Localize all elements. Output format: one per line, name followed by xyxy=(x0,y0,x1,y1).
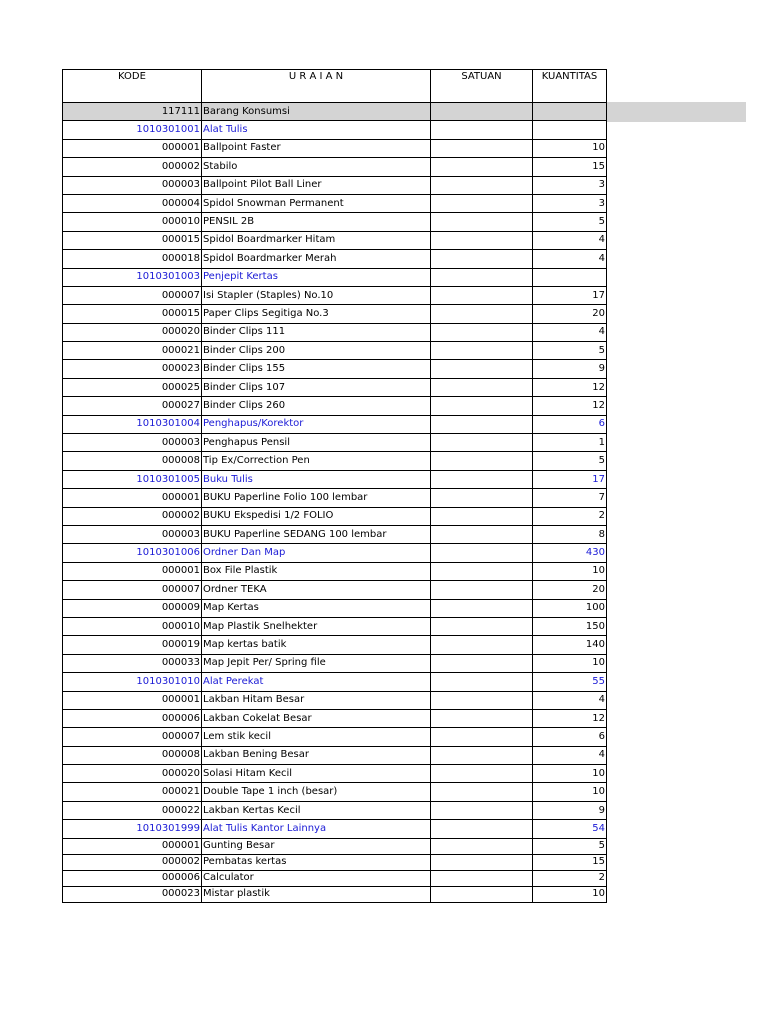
uraian-cell: Binder Clips 111 xyxy=(202,323,431,341)
satuan-cell xyxy=(431,103,533,121)
kode-cell: 1010301004 xyxy=(63,415,202,433)
table-row xyxy=(63,194,607,212)
kuantitas-cell: 17 xyxy=(533,470,607,488)
kuantitas-cell: 17 xyxy=(533,286,607,304)
kuantitas-cell: 7 xyxy=(533,489,607,507)
table-row xyxy=(63,507,607,525)
table-row xyxy=(63,305,607,323)
kode-cell: 000021 xyxy=(63,342,202,360)
group-row xyxy=(63,673,607,691)
kode-cell: 000001 xyxy=(63,691,202,709)
category-row xyxy=(63,103,607,121)
kode-cell: 000020 xyxy=(63,323,202,341)
satuan-cell xyxy=(431,194,533,212)
table-row xyxy=(63,397,607,415)
satuan-cell xyxy=(431,544,533,562)
kuantitas-cell: 3 xyxy=(533,176,607,194)
table-row xyxy=(63,213,607,231)
uraian-cell: Gunting Besar xyxy=(202,838,431,854)
uraian-cell: Isi Stapler (Staples) No.10 xyxy=(202,286,431,304)
satuan-cell xyxy=(431,342,533,360)
kode-cell: 000003 xyxy=(63,525,202,543)
kode-cell: 000001 xyxy=(63,838,202,854)
uraian-cell: Ballpoint Pilot Ball Liner xyxy=(202,176,431,194)
satuan-cell xyxy=(431,434,533,452)
uraian-cell: Barang Konsumsi xyxy=(202,103,431,121)
kode-cell: 000007 xyxy=(63,728,202,746)
kode-cell: 000004 xyxy=(63,194,202,212)
satuan-cell xyxy=(431,599,533,617)
uraian-cell: Box File Plastik xyxy=(202,562,431,580)
kode-cell: 000001 xyxy=(63,489,202,507)
kode-cell: 1010301001 xyxy=(63,121,202,139)
table-row xyxy=(63,139,607,157)
uraian-cell: Alat Perekat xyxy=(202,673,431,691)
table-row xyxy=(63,525,607,543)
uraian-cell: Ordner Dan Map xyxy=(202,544,431,562)
uraian-cell: Ordner TEKA xyxy=(202,581,431,599)
table-row xyxy=(63,801,607,819)
table-body xyxy=(63,103,607,903)
kode-cell: 117111 xyxy=(63,103,202,121)
uraian-cell: Mistar plastik xyxy=(202,886,431,902)
satuan-cell xyxy=(431,691,533,709)
satuan-cell xyxy=(431,250,533,268)
table-row xyxy=(63,854,607,870)
table-row xyxy=(63,360,607,378)
uraian-cell: Alat Tulis Kantor Lainnya xyxy=(202,820,431,838)
kuantitas-cell: 12 xyxy=(533,378,607,396)
satuan-cell xyxy=(431,709,533,727)
table-row xyxy=(63,158,607,176)
table-row xyxy=(63,231,607,249)
kuantitas-cell: 10 xyxy=(533,654,607,672)
kuantitas-cell: 6 xyxy=(533,415,607,433)
uraian-cell: Spidol Snowman Permanent xyxy=(202,194,431,212)
kode-cell: 000006 xyxy=(63,870,202,886)
kuantitas-cell: 10 xyxy=(533,783,607,801)
uraian-cell: BUKU Paperline Folio 100 lembar xyxy=(202,489,431,507)
uraian-cell: Double Tape 1 inch (besar) xyxy=(202,783,431,801)
kode-cell: 1010301005 xyxy=(63,470,202,488)
satuan-cell xyxy=(431,139,533,157)
kode-cell: 000001 xyxy=(63,139,202,157)
kode-cell: 1010301003 xyxy=(63,268,202,286)
kuantitas-cell: 4 xyxy=(533,746,607,764)
satuan-cell xyxy=(431,746,533,764)
satuan-cell xyxy=(431,654,533,672)
satuan-cell xyxy=(431,305,533,323)
satuan-cell xyxy=(431,636,533,654)
kuantitas-cell: 4 xyxy=(533,691,607,709)
uraian-cell: Lakban Kertas Kecil xyxy=(202,801,431,819)
table-row xyxy=(63,691,607,709)
uraian-cell: Binder Clips 260 xyxy=(202,397,431,415)
uraian-cell: Penghapus/Korektor xyxy=(202,415,431,433)
table-row xyxy=(63,636,607,654)
kuantitas-cell: 2 xyxy=(533,870,607,886)
kuantitas-cell: 9 xyxy=(533,360,607,378)
table-row xyxy=(63,746,607,764)
header-satuan: SATUAN xyxy=(431,70,533,103)
kuantitas-cell: 10 xyxy=(533,562,607,580)
table-row xyxy=(63,886,607,902)
satuan-cell xyxy=(431,820,533,838)
table-row xyxy=(63,250,607,268)
kuantitas-cell: 54 xyxy=(533,820,607,838)
kode-cell: 000023 xyxy=(63,886,202,902)
kode-cell: 1010301006 xyxy=(63,544,202,562)
table-row xyxy=(63,452,607,470)
table-row xyxy=(63,342,607,360)
table-row xyxy=(63,709,607,727)
group-row xyxy=(63,470,607,488)
table-row xyxy=(63,728,607,746)
satuan-cell xyxy=(431,470,533,488)
uraian-cell: Penghapus Pensil xyxy=(202,434,431,452)
inventory-table xyxy=(62,69,607,903)
kuantitas-cell: 15 xyxy=(533,158,607,176)
satuan-cell xyxy=(431,886,533,902)
uraian-cell: Calculator xyxy=(202,870,431,886)
kuantitas-cell: 4 xyxy=(533,250,607,268)
uraian-cell: Map Jepit Per/ Spring file xyxy=(202,654,431,672)
kuantitas-cell: 2 xyxy=(533,507,607,525)
satuan-cell xyxy=(431,489,533,507)
uraian-cell: Buku Tulis xyxy=(202,470,431,488)
kuantitas-cell: 150 xyxy=(533,617,607,635)
header-uraian: U R A I A N xyxy=(202,70,431,103)
kode-cell: 000020 xyxy=(63,765,202,783)
kuantitas-cell: 6 xyxy=(533,728,607,746)
kode-cell: 000018 xyxy=(63,250,202,268)
uraian-cell: Map Kertas xyxy=(202,599,431,617)
table-row xyxy=(63,286,607,304)
satuan-cell xyxy=(431,231,533,249)
table-row xyxy=(63,783,607,801)
kuantitas-cell: 55 xyxy=(533,673,607,691)
satuan-cell xyxy=(431,765,533,783)
kode-cell: 000025 xyxy=(63,378,202,396)
table-row xyxy=(63,323,607,341)
kode-cell: 1010301010 xyxy=(63,673,202,691)
satuan-cell xyxy=(431,838,533,854)
kode-cell: 000007 xyxy=(63,581,202,599)
kode-cell: 000009 xyxy=(63,599,202,617)
kuantitas-cell: 12 xyxy=(533,709,607,727)
satuan-cell xyxy=(431,562,533,580)
satuan-cell xyxy=(431,268,533,286)
uraian-cell: Map Plastik Snelhekter xyxy=(202,617,431,635)
kuantitas-cell: 10 xyxy=(533,886,607,902)
group-row xyxy=(63,268,607,286)
satuan-cell xyxy=(431,783,533,801)
group-row xyxy=(63,121,607,139)
kuantitas-cell: 10 xyxy=(533,139,607,157)
satuan-cell xyxy=(431,378,533,396)
uraian-cell: Solasi Hitam Kecil xyxy=(202,765,431,783)
kuantitas-cell: 8 xyxy=(533,525,607,543)
uraian-cell: Ballpoint Faster xyxy=(202,139,431,157)
header-kuantitas: KUANTITAS xyxy=(533,70,607,103)
kode-cell: 000008 xyxy=(63,746,202,764)
kode-cell: 000006 xyxy=(63,709,202,727)
satuan-cell xyxy=(431,323,533,341)
table-row xyxy=(63,581,607,599)
group-row xyxy=(63,544,607,562)
satuan-cell xyxy=(431,728,533,746)
satuan-cell xyxy=(431,581,533,599)
kode-cell: 000019 xyxy=(63,636,202,654)
satuan-cell xyxy=(431,286,533,304)
kode-cell: 000022 xyxy=(63,801,202,819)
kode-cell: 000007 xyxy=(63,286,202,304)
kuantitas-cell xyxy=(533,103,607,121)
kuantitas-cell: 9 xyxy=(533,801,607,819)
uraian-cell: Lakban Bening Besar xyxy=(202,746,431,764)
uraian-cell: Binder Clips 200 xyxy=(202,342,431,360)
table-row xyxy=(63,654,607,672)
satuan-cell xyxy=(431,854,533,870)
uraian-cell: Tip Ex/Correction Pen xyxy=(202,452,431,470)
kuantitas-cell xyxy=(533,268,607,286)
kuantitas-cell: 430 xyxy=(533,544,607,562)
uraian-cell: Binder Clips 155 xyxy=(202,360,431,378)
kode-cell: 000033 xyxy=(63,654,202,672)
satuan-cell xyxy=(431,121,533,139)
uraian-cell: Spidol Boardmarker Merah xyxy=(202,250,431,268)
satuan-cell xyxy=(431,617,533,635)
table-row xyxy=(63,870,607,886)
kuantitas-cell: 4 xyxy=(533,323,607,341)
kuantitas-cell: 5 xyxy=(533,838,607,854)
kuantitas-cell: 4 xyxy=(533,231,607,249)
top-row-band xyxy=(607,102,746,122)
uraian-cell: Stabilo xyxy=(202,158,431,176)
table-row xyxy=(63,838,607,854)
kode-cell: 000027 xyxy=(63,397,202,415)
uraian-cell: Lakban Cokelat Besar xyxy=(202,709,431,727)
kode-cell: 000015 xyxy=(63,305,202,323)
table-row xyxy=(63,617,607,635)
kode-cell: 000015 xyxy=(63,231,202,249)
uraian-cell: Spidol Boardmarker Hitam xyxy=(202,231,431,249)
satuan-cell xyxy=(431,158,533,176)
kode-cell: 000023 xyxy=(63,360,202,378)
uraian-cell: BUKU Paperline SEDANG 100 lembar xyxy=(202,525,431,543)
satuan-cell xyxy=(431,213,533,231)
table-row xyxy=(63,378,607,396)
kuantitas-cell: 20 xyxy=(533,581,607,599)
kode-cell: 000003 xyxy=(63,176,202,194)
group-row xyxy=(63,415,607,433)
uraian-cell: Alat Tulis xyxy=(202,121,431,139)
uraian-cell: Pembatas kertas xyxy=(202,854,431,870)
satuan-cell xyxy=(431,673,533,691)
uraian-cell: Paper Clips Segitiga No.3 xyxy=(202,305,431,323)
uraian-cell: Lem stik kecil xyxy=(202,728,431,746)
uraian-cell: Penjepit Kertas xyxy=(202,268,431,286)
satuan-cell xyxy=(431,507,533,525)
kuantitas-cell: 5 xyxy=(533,342,607,360)
kode-cell: 000021 xyxy=(63,783,202,801)
kuantitas-cell: 100 xyxy=(533,599,607,617)
satuan-cell xyxy=(431,397,533,415)
kuantitas-cell: 1 xyxy=(533,434,607,452)
kuantitas-cell xyxy=(533,121,607,139)
kode-cell: 000002 xyxy=(63,854,202,870)
kuantitas-cell: 12 xyxy=(533,397,607,415)
satuan-cell xyxy=(431,525,533,543)
satuan-cell xyxy=(431,801,533,819)
uraian-cell: BUKU Ekspedisi 1/2 FOLIO xyxy=(202,507,431,525)
uraian-cell: Map kertas batik xyxy=(202,636,431,654)
uraian-cell: Lakban Hitam Besar xyxy=(202,691,431,709)
satuan-cell xyxy=(431,415,533,433)
table-row xyxy=(63,434,607,452)
kode-cell: 000001 xyxy=(63,562,202,580)
kuantitas-cell: 15 xyxy=(533,854,607,870)
kode-cell: 1010301999 xyxy=(63,820,202,838)
satuan-cell xyxy=(431,452,533,470)
kode-cell: 000008 xyxy=(63,452,202,470)
kode-cell: 000010 xyxy=(63,213,202,231)
uraian-cell: Binder Clips 107 xyxy=(202,378,431,396)
kuantitas-cell: 5 xyxy=(533,452,607,470)
kode-cell: 000002 xyxy=(63,507,202,525)
group-row xyxy=(63,820,607,838)
table-row xyxy=(63,489,607,507)
table-row xyxy=(63,176,607,194)
kuantitas-cell: 3 xyxy=(533,194,607,212)
kuantitas-cell: 20 xyxy=(533,305,607,323)
satuan-cell xyxy=(431,870,533,886)
kuantitas-cell: 140 xyxy=(533,636,607,654)
satuan-cell xyxy=(431,176,533,194)
kuantitas-cell: 10 xyxy=(533,765,607,783)
table-row xyxy=(63,562,607,580)
satuan-cell xyxy=(431,360,533,378)
uraian-cell: PENSIL 2B xyxy=(202,213,431,231)
table-row xyxy=(63,765,607,783)
kode-cell: 000003 xyxy=(63,434,202,452)
table-row xyxy=(63,599,607,617)
kode-cell: 000010 xyxy=(63,617,202,635)
kuantitas-cell: 5 xyxy=(533,213,607,231)
kode-cell: 000002 xyxy=(63,158,202,176)
header-row xyxy=(63,70,607,103)
header-kode: KODE xyxy=(63,70,202,103)
